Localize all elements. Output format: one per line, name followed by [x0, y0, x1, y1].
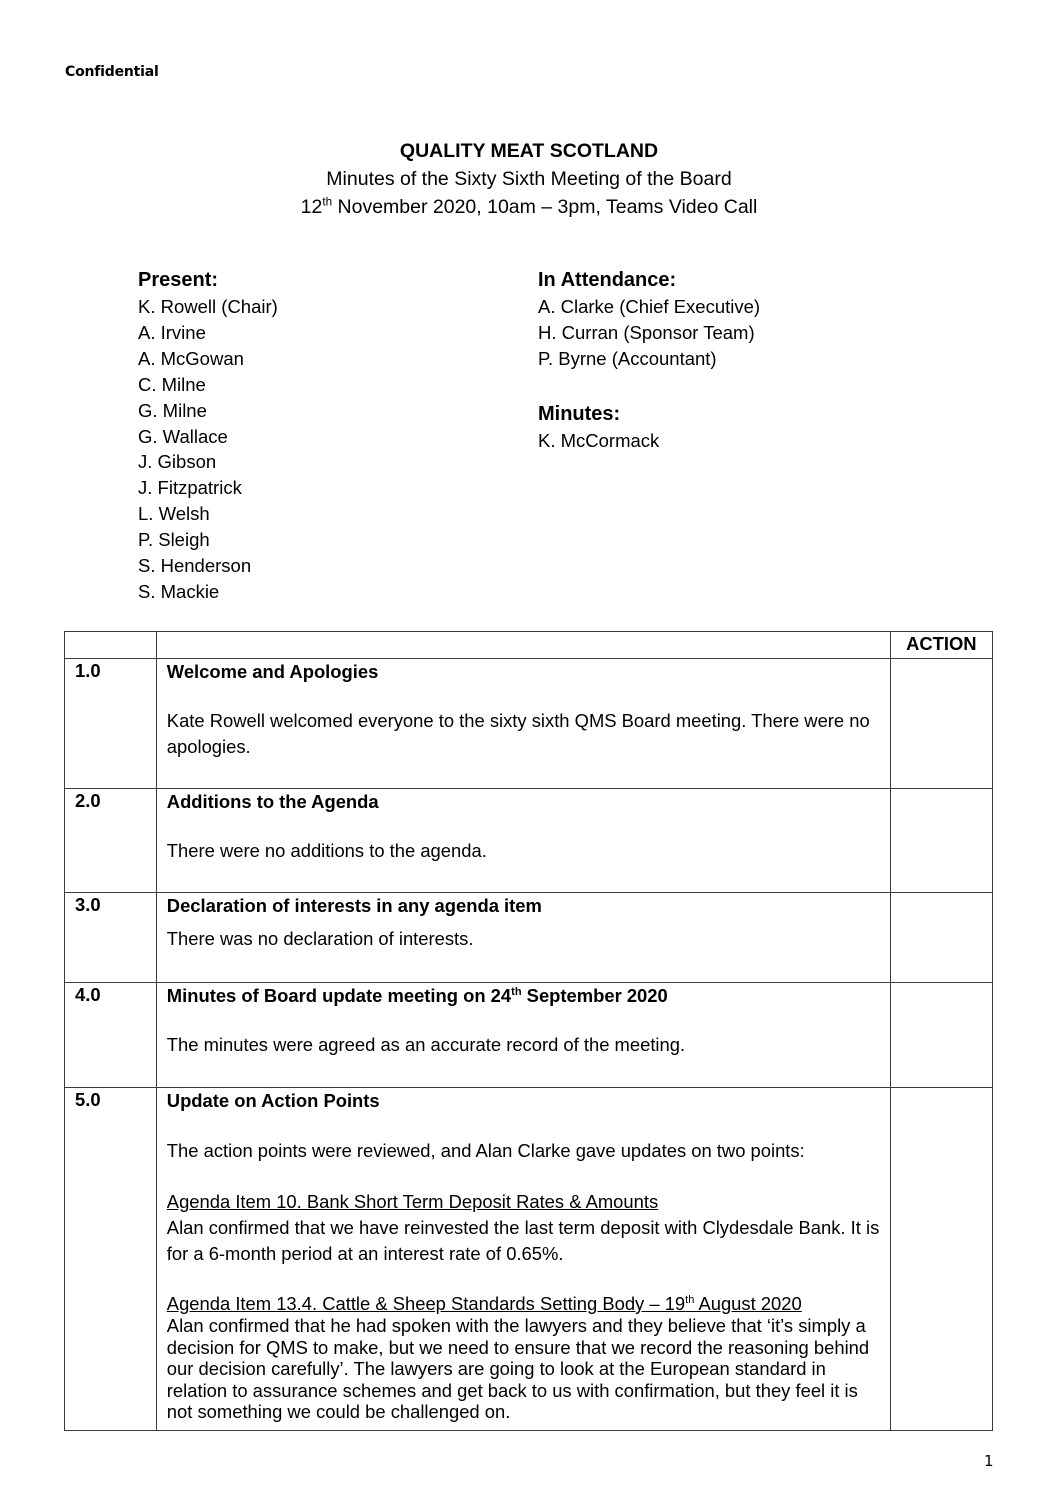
present-name: L. Welsh: [138, 503, 210, 525]
item-number: 4.0: [65, 983, 157, 1088]
minutes-table: [64, 631, 993, 1431]
table-row: [65, 659, 993, 789]
minutes-taker-name: K. McCormack: [538, 430, 660, 451]
present-name: A. McGowan: [138, 347, 244, 369]
sub-item-heading-suffix: th: [685, 1293, 695, 1306]
minutes-heading: Minutes:: [538, 403, 621, 425]
item-title-suffix: th: [511, 985, 522, 998]
present-list: [138, 266, 278, 605]
item-text: The action points were reviewed, and Alan Clarke gave updates on two points:: [166, 1140, 805, 1161]
header-body-cell: [156, 632, 890, 659]
document-subtitle: Minutes of the Sixty Sixth Meeting of the Board: [326, 168, 732, 190]
present-name: K. Rowell (Chair): [138, 296, 278, 317]
item-number: 5.0: [65, 1088, 157, 1431]
minutes-taker-block: [538, 400, 659, 454]
item-number: 3.0: [65, 893, 157, 983]
meeting-date-line: [0, 193, 1058, 221]
action-cell: [890, 983, 992, 1088]
action-column-header: ACTION: [890, 632, 992, 659]
table-row: [65, 1088, 993, 1431]
item-text: Kate Rowell welcomed everyone to the sixty sixth QMS Board meeting. There were no apologies.: [166, 710, 870, 757]
item-title: Welcome and Apologies: [166, 661, 379, 682]
sub-item-heading-text: Agenda Item 13.4. Cattle & Sheep Standards Setting Body – 19: [166, 1293, 686, 1314]
item-title-text: Minutes of Board update meeting on 24: [166, 985, 512, 1006]
item-title: [167, 983, 884, 1008]
present-name: S. Henderson: [138, 555, 252, 577]
sub-item-text: Alan confirmed that he had spoken with the lawyers and they believe that ‘it’s simply a decision for QMS to make, but we need to ensure that we record the reasoning behind our decision carefully’. The lawyers are going to look at the European standard in relation to assurance schemes and get back to us with confirmation, but they feel it is not something we could be challenged on.: [166, 1315, 870, 1422]
item-text: There were no additions to the agenda.: [166, 840, 487, 861]
action-cell: [890, 789, 992, 893]
table-row: [65, 789, 993, 893]
present-name: J. Gibson: [138, 451, 217, 473]
present-name: G. Wallace: [138, 425, 228, 447]
sub-item-heading: [167, 1293, 884, 1315]
present-name: G. Milne: [138, 399, 207, 421]
in-attendance-list: [538, 266, 760, 372]
item-title: Additions to the Agenda: [166, 791, 379, 812]
item-title-text: September 2020: [521, 985, 668, 1006]
table-row: [65, 893, 993, 983]
item-text: There was no declaration of interests.: [166, 928, 474, 949]
present-name: P. Sleigh: [138, 529, 210, 551]
item-number: 2.0: [65, 789, 157, 893]
present-name: A. Irvine: [138, 321, 206, 343]
in-attendance-heading: In Attendance:: [538, 269, 677, 291]
sub-item-heading: Agenda Item 10. Bank Short Term Deposit Rates & Amounts: [166, 1191, 659, 1212]
present-name: S. Mackie: [138, 580, 220, 602]
date-day: 12: [300, 196, 323, 218]
item-title: Update on Action Points: [166, 1090, 380, 1111]
item-number: 1.0: [65, 659, 157, 789]
sub-item-heading-text: August 2020: [694, 1293, 802, 1314]
attendee-name: H. Curran (Sponsor Team): [538, 321, 755, 343]
attendee-name: A. Clarke (Chief Executive): [538, 296, 761, 317]
organisation-title: QUALITY MEAT SCOTLAND: [399, 140, 659, 162]
confidential-label: Confidential: [65, 64, 159, 80]
present-name: C. Milne: [138, 373, 206, 395]
date-rest: November 2020, 10am – 3pm, Teams Video Call: [332, 196, 758, 218]
action-cell: [890, 659, 992, 789]
present-heading: Present:: [138, 269, 219, 291]
item-title: Declaration of interests in any agenda item: [166, 895, 542, 916]
action-cell: [890, 1088, 992, 1431]
item-text: The minutes were agreed as an accurate record of the meeting.: [166, 1034, 686, 1055]
attendee-name: P. Byrne (Accountant): [538, 347, 717, 369]
present-name: J. Fitzpatrick: [138, 477, 242, 499]
table-row: [65, 983, 993, 1088]
page-number: 1: [984, 1452, 994, 1470]
date-suffix: th: [322, 195, 333, 209]
action-cell: [890, 893, 992, 983]
sub-item-text: Alan confirmed that we have reinvested the last term deposit with Clydesdale Bank. It is for a 6-month period at an interest rate of 0.65%.: [166, 1217, 880, 1264]
header-number-cell: [65, 632, 157, 659]
table-header-row: [65, 632, 993, 659]
